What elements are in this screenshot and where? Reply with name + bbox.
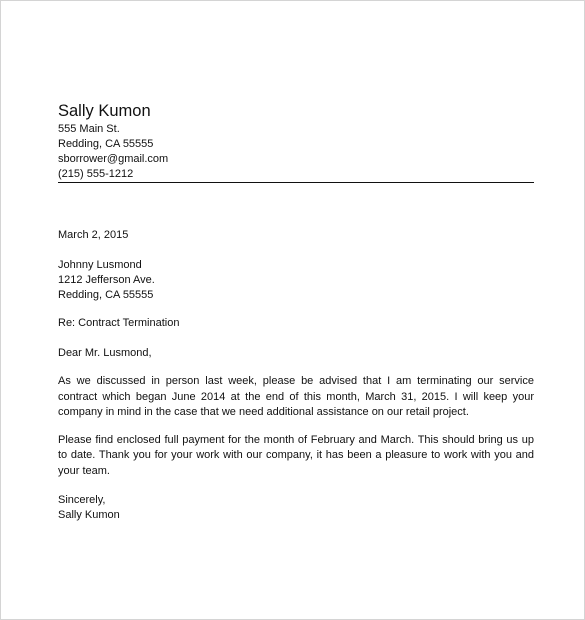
sender-phone: (215) 555-1212 — [58, 168, 134, 180]
salutation: Dear Mr. Lusmond, — [58, 347, 152, 359]
sender-email: sborrower@gmail.com — [58, 153, 169, 165]
sender-name: Sally Kumon — [58, 102, 151, 120]
valediction: Sincerely, — [58, 494, 106, 506]
subject-line: Re: Contract Termination — [58, 317, 180, 329]
closing — [58, 493, 534, 523]
sender-city: Redding, CA 55555 — [58, 138, 154, 150]
recipient-name: Johnny Lusmond — [58, 259, 142, 271]
recipient-city: Redding, CA 55555 — [58, 289, 154, 301]
letter-date: March 2, 2015 — [58, 229, 129, 241]
letter — [58, 101, 534, 523]
signature-name: Sally Kumon — [58, 509, 120, 521]
sender-street: 555 Main St. — [58, 123, 120, 135]
letterhead — [58, 101, 534, 183]
body-paragraph-1: As we discussed in person last week, please be advised that I am terminating our service contract which began June 2014 at the end of this month, March 31, 2015. I will keep your company in mind in the case that we need additional assistance on our retail project. — [58, 375, 534, 418]
recipient-street: 1212 Jefferson Ave. — [58, 274, 155, 286]
recipient-address — [58, 258, 534, 303]
body-paragraph-2: Please find enclosed full payment for the month of February and March. This should bring us up to date. Thank you for your work with our company, it has been a pleasure to work with you and your team. — [58, 433, 534, 477]
